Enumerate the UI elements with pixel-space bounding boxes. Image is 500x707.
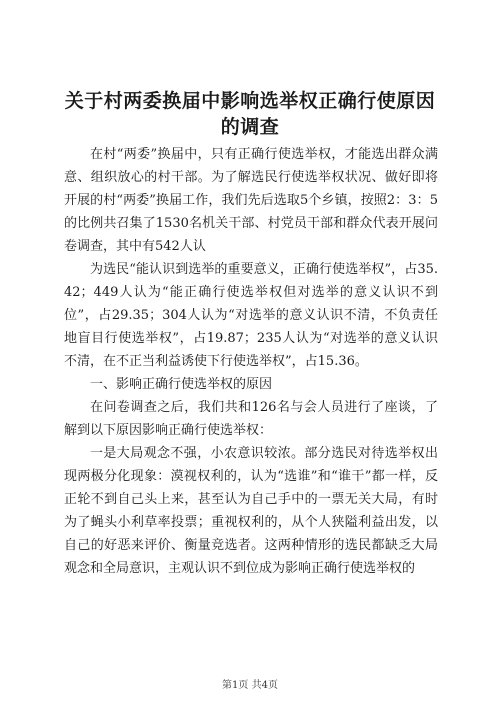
document-title: 关于村两委换届中影响选举权正确行使原因的调查 — [64, 90, 436, 138]
document-body — [64, 143, 438, 580]
page-footer: 第1页 共4页 — [222, 680, 278, 691]
paragraph-3: 在问卷调查之后，我们共和126名与会人员进行了座谈，了解到以下原因影响正确行使选举权： — [64, 400, 438, 438]
section-heading-1: 一、影响正确行使选举权的原因 — [90, 377, 273, 392]
paragraph-4: 一是大局观念不强，小农意识较浓。部分选民对待选举权出现两极分化现象：漠视权利的，认为“选谁”和“谁干”都一样，反正轮不到自己头上来，甚至认为自己手中的一票无关大局，有时为了蝇头小利草率投票；重视权利的，从个人狭隘利益出发，以自己的好恶来评价、衡量竞选者。这两种情形的选民都缺乏大局观念和全局意识，主观认识不到位成为影响正确行使选举权的 — [64, 446, 438, 576]
paragraph-1: 在村“两委”换届中，只有正确行使选举权，才能选出群众满意、组织放心的村干部。为了解选民行使选举权状况、做好即将开展的村“两委”换届工作，我们先后选取5个乡镇，按照2：3：5的比例共召集了1530名机关干部、村党员干部和群众代表开展问卷调查，其中有542人认 — [64, 147, 438, 254]
paragraph-2: 为选民“能认识到选举的重要意义，正确行使选举权”，占35.42；449人认为“能正确行使选举权但对选举的意义认识不到位”，占29.35；304人认为“对选举的意义认识不清，不负责任地盲目行使选举权”，占19.87；235人认为“对选举的意义认识不清，在不正当利益诱使下行使选举权”，占15.36。 — [64, 262, 438, 369]
